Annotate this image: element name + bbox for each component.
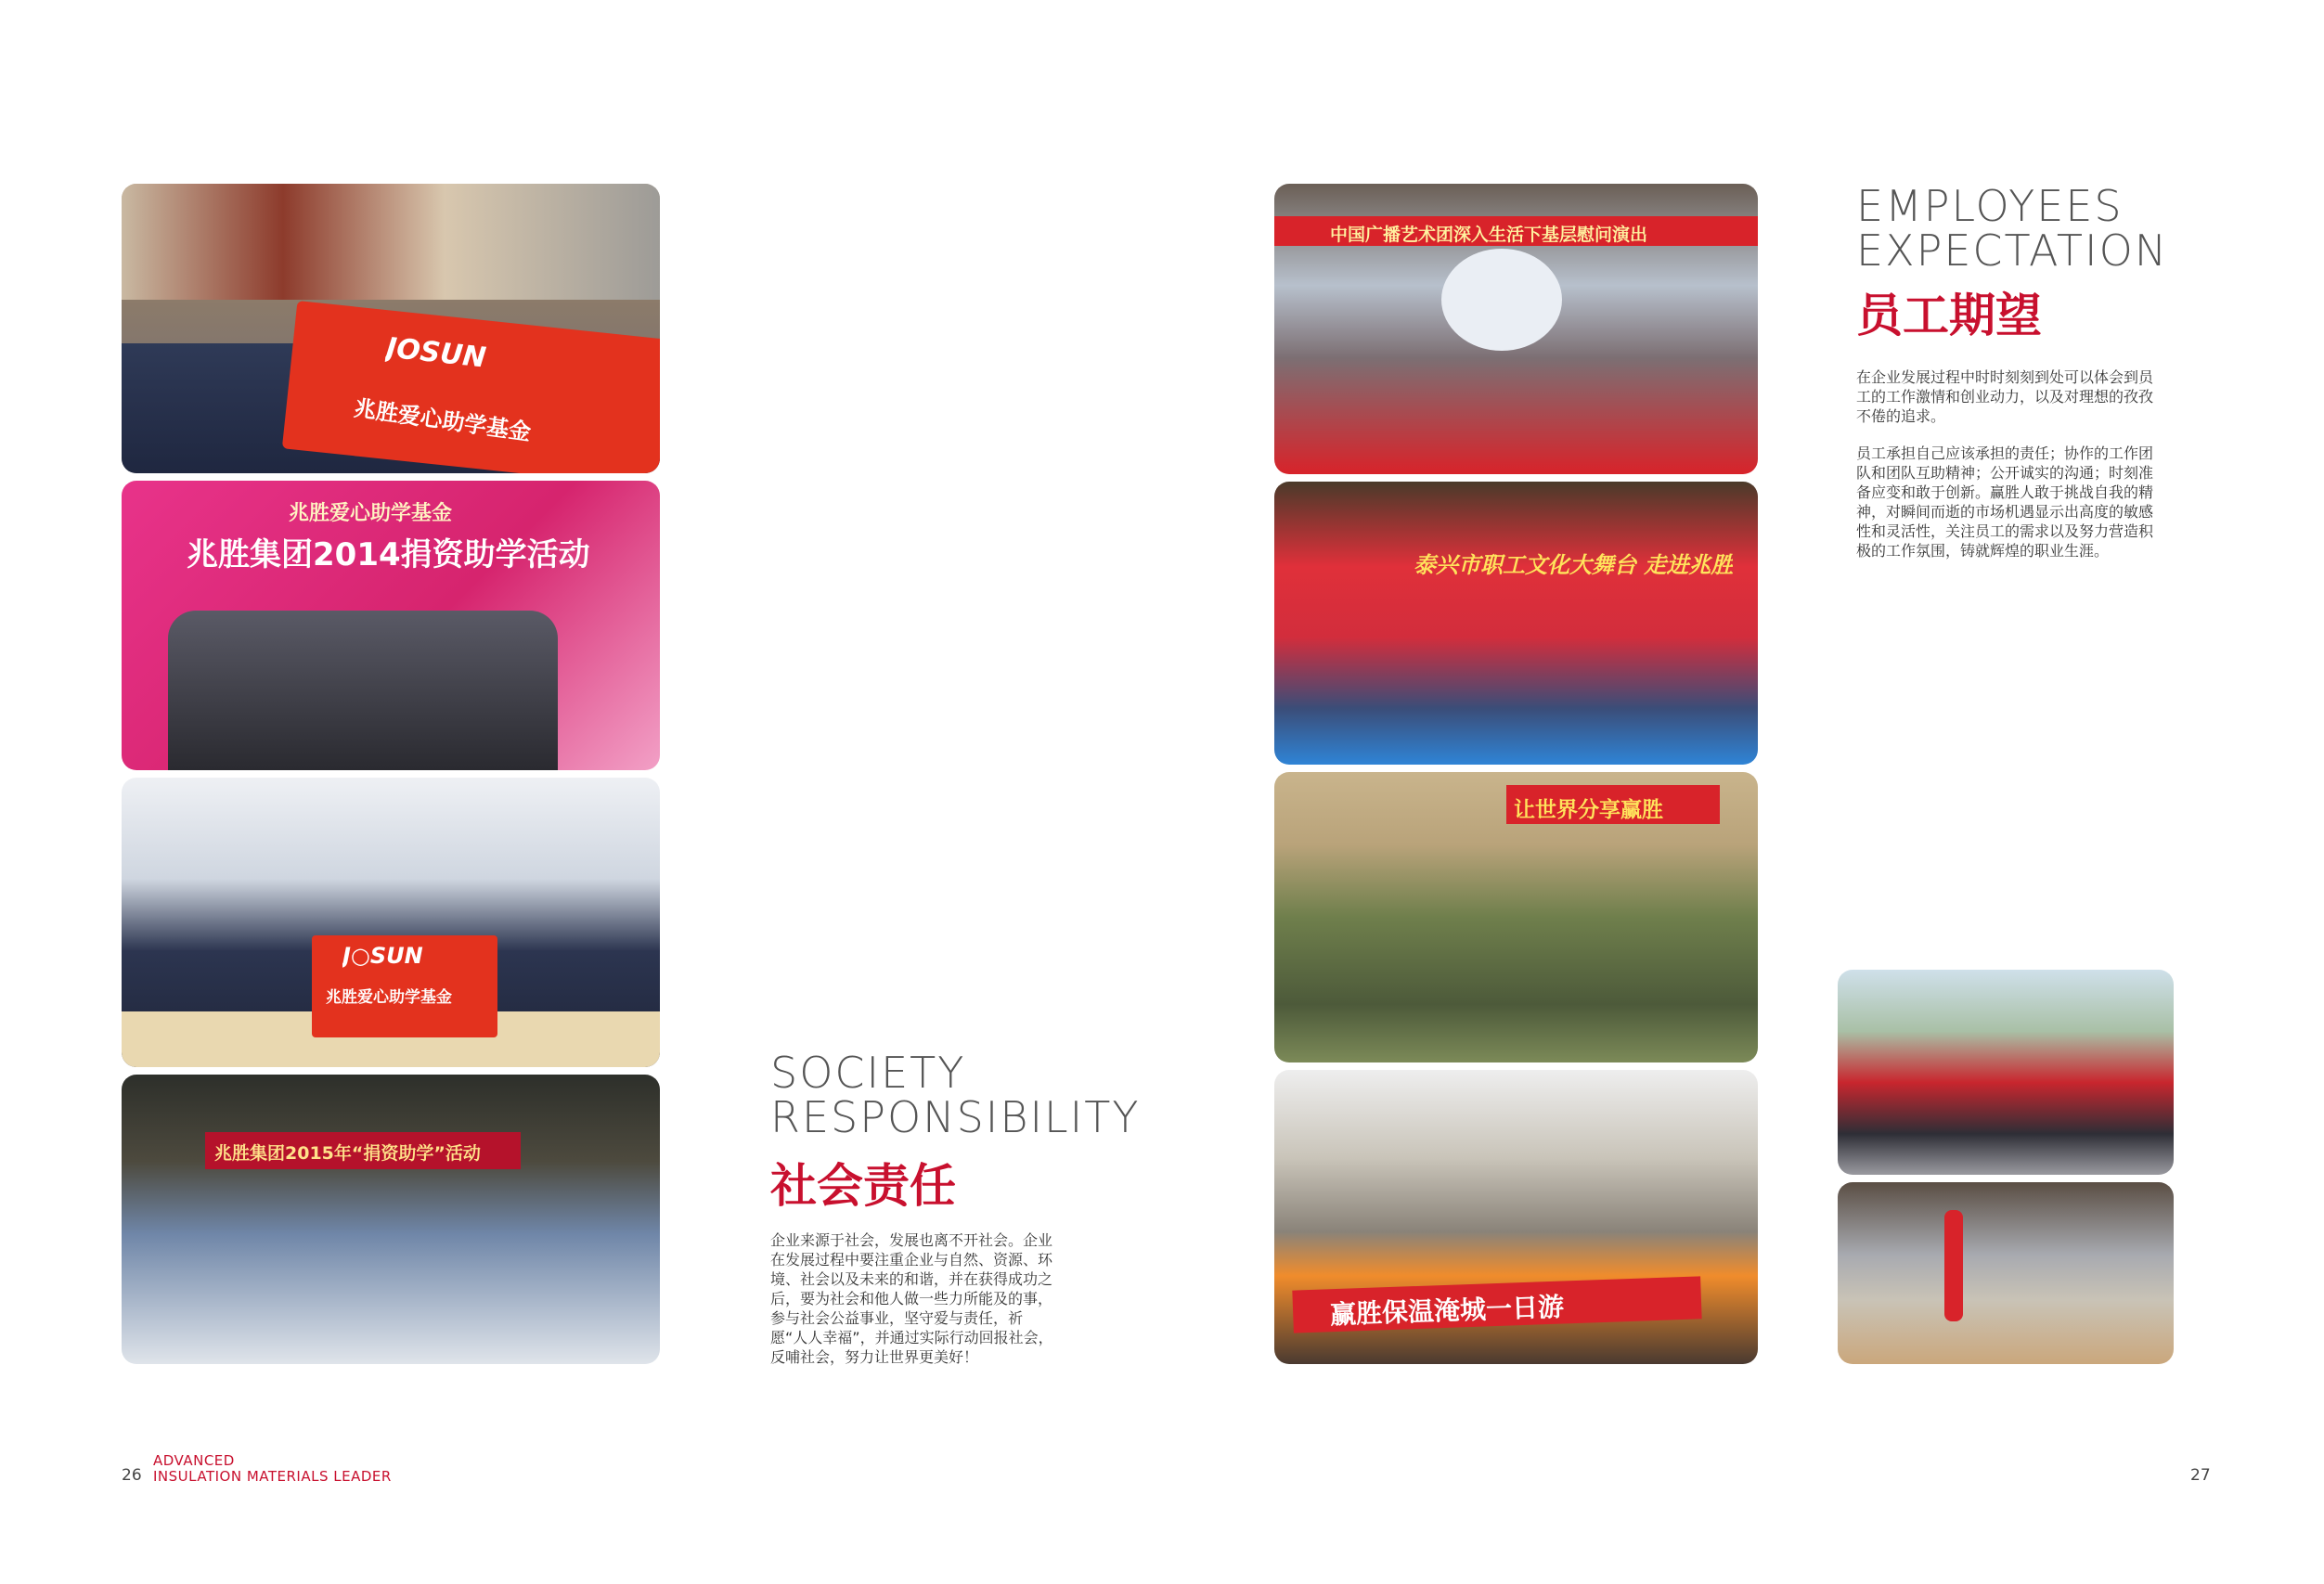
- society-title-line1: SOCIETY: [770, 1048, 966, 1098]
- performance-banner-text: 中国广播艺术团深入生活下基层慰问演出: [1330, 225, 1648, 245]
- employees-title-line2: EXPECTATION: [1856, 225, 2169, 276]
- society-body-text: 企业来源于社会，发展也离不开社会。企业在发展过程中要注重企业与自然、资源、环境、社会以及未来的和谐，并在获得成功之后，要为社会和他人做一些力所能及的事，参与社会公益事业，坚守爱与责任，祈愿“人人幸福”，并通过实际行动回报社会，反哺社会，努力让世界更美好！: [770, 1231, 1053, 1366]
- photo-basketball: [1838, 1182, 2174, 1364]
- stage-main-banner: 兆胜集团2014捐资助学活动: [187, 536, 590, 573]
- stage-sub-banner: 兆胜爱心助学基金: [289, 502, 453, 525]
- page-number-right: 27: [2190, 1466, 2211, 1485]
- classroom-flag-sub: 兆胜爱心助学基金: [326, 988, 452, 1007]
- photo-team-building: [1274, 772, 1758, 1062]
- employees-title-cn: 员工期望: [1856, 289, 2042, 342]
- outdoor-banner-text: 兆胜集团2015年“捐资助学”活动: [214, 1143, 481, 1164]
- society-title-line2: RESPONSIBILITY: [770, 1092, 1141, 1142]
- tour-banner-text: 赢胜保温淹城一日游: [1329, 1291, 1565, 1331]
- employees-para-1: 在企业发展过程中时时刻刻到处可以体会到员工的工作激情和创业动力，以及对理想的孜孜不倦的追求。: [1856, 368, 2154, 425]
- employees-title-line1: EMPLOYEES: [1856, 181, 2124, 231]
- photo-group-classroom: [122, 778, 660, 1067]
- josun-flag: [282, 301, 660, 473]
- photo-stage-performance: [1274, 184, 1758, 474]
- photo-red-vests: [1838, 970, 2174, 1175]
- photo-group-tour: [1274, 1070, 1758, 1364]
- photo-flag-presentation: [122, 184, 660, 473]
- team-banner-text: 让世界分享赢胜: [1514, 798, 1663, 822]
- page-number-left: 26: [122, 1466, 142, 1485]
- culture-stage-text: 泰兴市职工文化大舞台 走进兆胜: [1414, 552, 1734, 578]
- society-title-cn: 社会责任: [770, 1159, 956, 1213]
- flag-logo-text: JOSUN: [384, 331, 488, 375]
- footer-label-line1: ADVANCED: [153, 1452, 235, 1469]
- footer-label-line2: INSULATION MATERIALS LEADER: [153, 1468, 392, 1485]
- photo-donation-stage: [122, 481, 660, 770]
- photo-group-outdoor: [122, 1075, 660, 1364]
- employees-para-2: 员工承担自己应该承担的责任；协作的工作团队和团队互助精神；公开诚实的沟通；时刻准备应变和敢于创新。赢胜人敢于挑战自我的精神，对瞬间而逝的市场机遇显示出高度的敏感性和灵活性，关注员工的需求以及努力营造积极的工作氛围，铸就辉煌的职业生涯。: [1856, 444, 2154, 560]
- classroom-flag-logo: J○SUN: [342, 943, 423, 969]
- photo-culture-stage: [1274, 482, 1758, 765]
- flag-sub-text: 兆胜爱心助学基金: [352, 394, 533, 446]
